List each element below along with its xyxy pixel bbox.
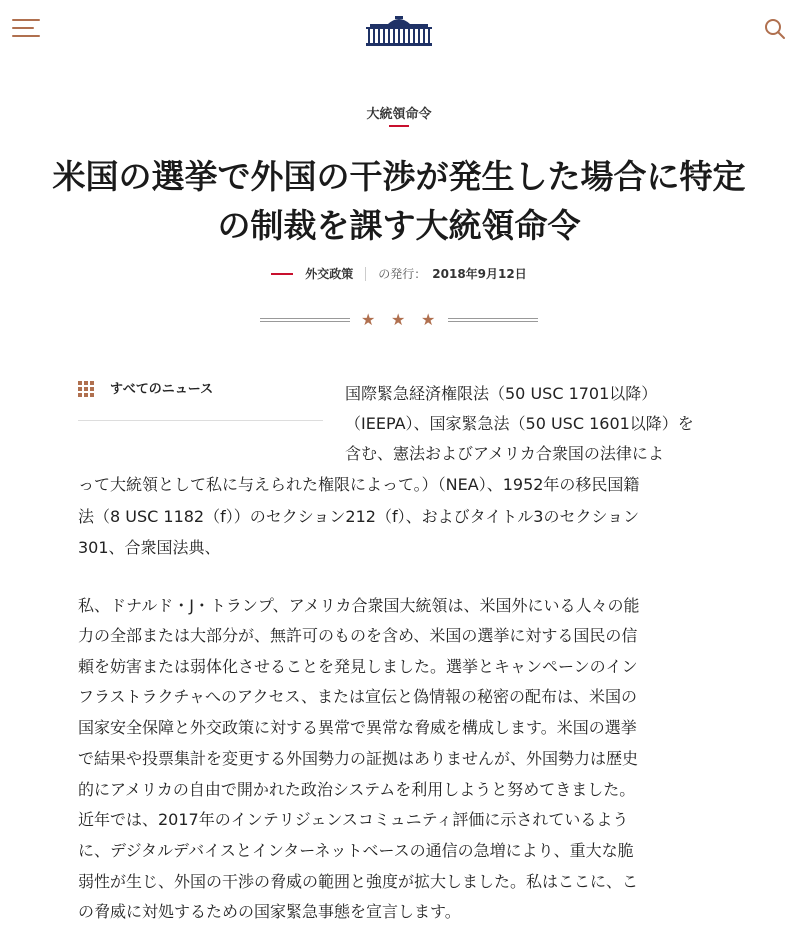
category-label[interactable]: 大統領命令 xyxy=(366,107,432,122)
paragraph-line: 的にアメリカの自由で開かれた政治システムを利用しようと努めてきました。 xyxy=(78,780,636,799)
title-line-2: の制裁を課す大統領命令 xyxy=(217,206,581,245)
paragraph-line: 弱性が生じ、外国の干渉の脅威の範囲と強度が拡大しました。私はここに、こ xyxy=(78,872,639,891)
search-icon[interactable] xyxy=(764,18,786,40)
divider-line-right xyxy=(448,318,538,322)
paragraph-line: 国家安全保障と外交政策に対する異常で異常な脅威を構成します。米国の選挙 xyxy=(78,718,637,737)
paragraph-line: 法（8 USC 1182（f））のセクション212（f）、およびタイトル3のセクション xyxy=(78,507,640,526)
star-icon: ★ xyxy=(421,310,436,329)
hamburger-menu-icon[interactable] xyxy=(12,19,40,39)
paragraph-line: って大統領として私に与えられた権限によって。）（NEA）、1952年の移民国籍 xyxy=(78,475,640,494)
page-title xyxy=(20,152,778,250)
paragraph-line: 国際緊急経済権限法（50 USC 1701以降） xyxy=(345,384,658,403)
all-news-link[interactable] xyxy=(78,377,323,421)
meta-accent-dash xyxy=(271,273,293,275)
all-news-label: すべてのニュース xyxy=(110,382,214,397)
paragraph-line: 含む、憲法およびアメリカ合衆国の法律によ xyxy=(345,444,664,463)
star-icon: ★ xyxy=(391,310,406,329)
paragraph-line: 頼を妨害または弱体化させることを発見しました。選挙とキャンペーンのイン xyxy=(78,657,638,676)
paragraph-line: （IEEPA）、国家緊急法（50 USC 1601以降）を xyxy=(345,414,694,433)
meta-separator xyxy=(365,267,366,281)
white-house-logo[interactable] xyxy=(364,12,434,48)
paragraph-line: 近年では、2017年のインテリジェンスコミュニティ評価に示されているよう xyxy=(78,810,629,829)
issue-link[interactable]: 外交政策 xyxy=(305,267,354,281)
grid-icon xyxy=(78,381,94,397)
title-line-1: 米国の選挙で外国の干渉が発生した場合に特定 xyxy=(52,157,746,196)
star-icon: ★ xyxy=(361,310,376,329)
paragraph-line: で結果や投票集計を変更する外国勢力の証拠はありませんが、外国勢力は歴史 xyxy=(78,749,639,768)
paragraph-line: 力の全部または大部分が、無許可のものを含め、米国の選挙に対する国民の信 xyxy=(78,626,638,645)
paragraph-line: 私、ドナルド・J・トランプ、アメリカ合衆国大統領は、米国外にいる人々の能 xyxy=(78,596,640,615)
divider-line-left xyxy=(260,318,350,322)
category-underline xyxy=(389,125,409,127)
paragraph-line: 301、合衆国法典、 xyxy=(78,538,221,557)
paragraph-line: の脅威に対処するための国家緊急事態を宣言します。 xyxy=(78,902,461,921)
paragraph-line: に、デジタルデバイスとインターネットベースの通信の急増により、重大な脆 xyxy=(78,841,634,860)
date-label: の発行： xyxy=(378,267,427,281)
star-divider xyxy=(0,309,798,331)
publish-date: 2018年9月12日 xyxy=(432,267,527,281)
article-meta xyxy=(0,265,798,282)
site-header xyxy=(0,0,798,60)
paragraph-line: フラストラクチャへのアクセス、または宣伝と偽情報の秘密の配布は、米国の xyxy=(78,687,638,706)
